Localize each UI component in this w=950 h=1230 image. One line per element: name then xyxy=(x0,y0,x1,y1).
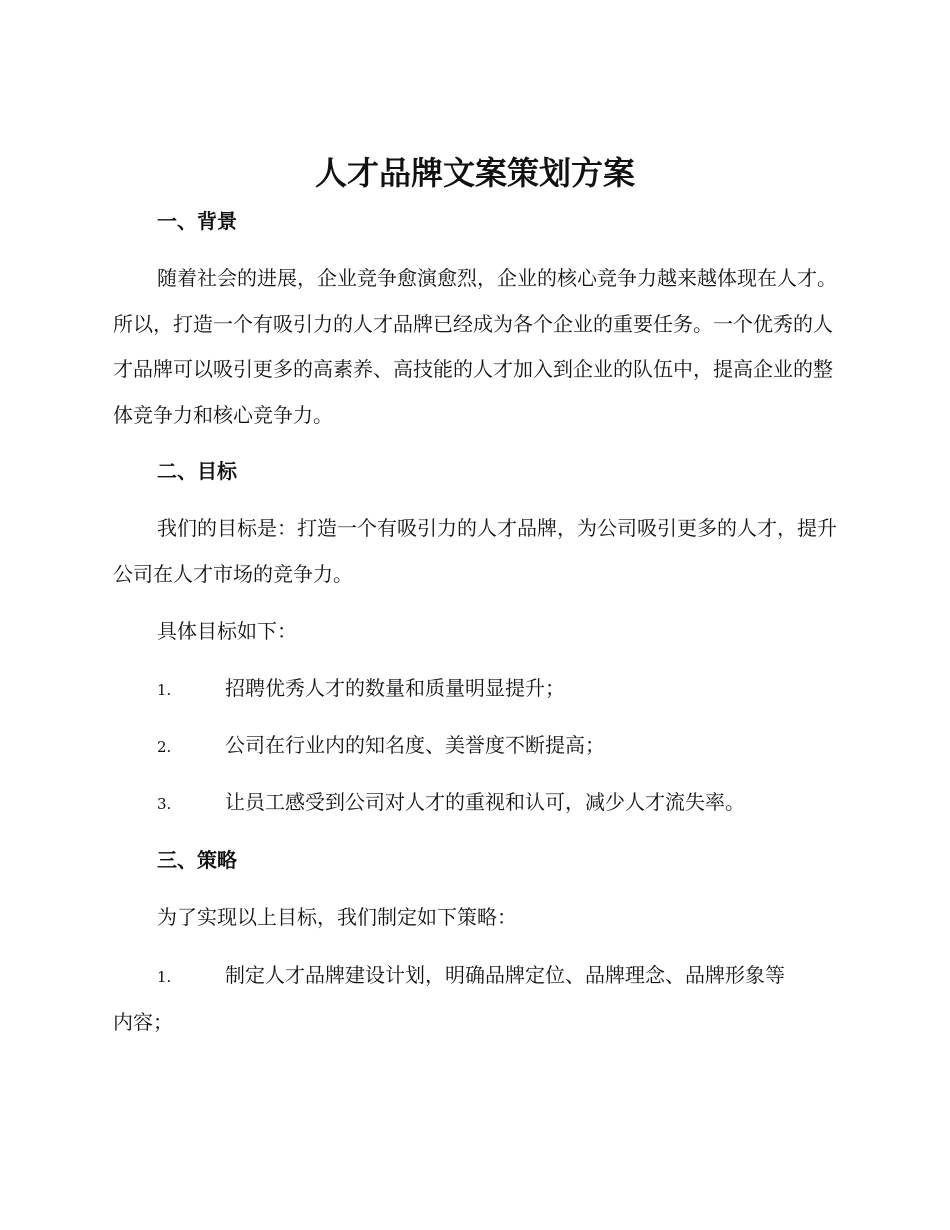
list-item-number: 2. xyxy=(157,738,172,756)
background-paragraph: 随着社会的进展，企业竞争愈演愈烈，企业的核心竞争力越来越体现在人才。所以，打造一个有吸引力的人才品牌已经成为各个企业的重要任务。一个优秀的人才品牌可以吸引更多的高素养、高技能的人才加入到企业的队伍中，提高企业的整体竞争力和核心竞争力。 xyxy=(113,266,837,427)
strategy-intro: 为了实现以上目标，我们制定如下策略： xyxy=(157,905,517,929)
list-item-text: 招聘优秀人才的数量和质量明显提升； xyxy=(225,676,565,700)
list-item-continuation: 内容； xyxy=(113,1010,173,1034)
list-item-number: 1. xyxy=(157,681,172,699)
list-item-text: 公司在行业内的知名度、美誉度不断提高； xyxy=(225,733,605,757)
document-title: 人才品牌文案策划方案 xyxy=(314,154,635,192)
goals-intro: 具体目标如下： xyxy=(157,619,297,643)
section-heading-background: 一、背景 xyxy=(157,209,237,233)
section-heading-strategy: 三、策略 xyxy=(157,848,237,872)
list-item-number: 1. xyxy=(157,968,172,986)
goals-paragraph: 我们的目标是：打造一个有吸引力的人才品牌，为公司吸引更多的人才，提升公司在人才市场的竞争力。 xyxy=(113,516,837,586)
list-item-text: 让员工感受到公司对人才的重视和认可，减少人才流失率。 xyxy=(225,790,745,814)
list-item-number: 3. xyxy=(157,795,172,813)
section-heading-goals: 二、目标 xyxy=(157,459,237,483)
list-item-text: 制定人才品牌建设计划，明确品牌定位、品牌理念、品牌形象等 xyxy=(225,963,785,987)
